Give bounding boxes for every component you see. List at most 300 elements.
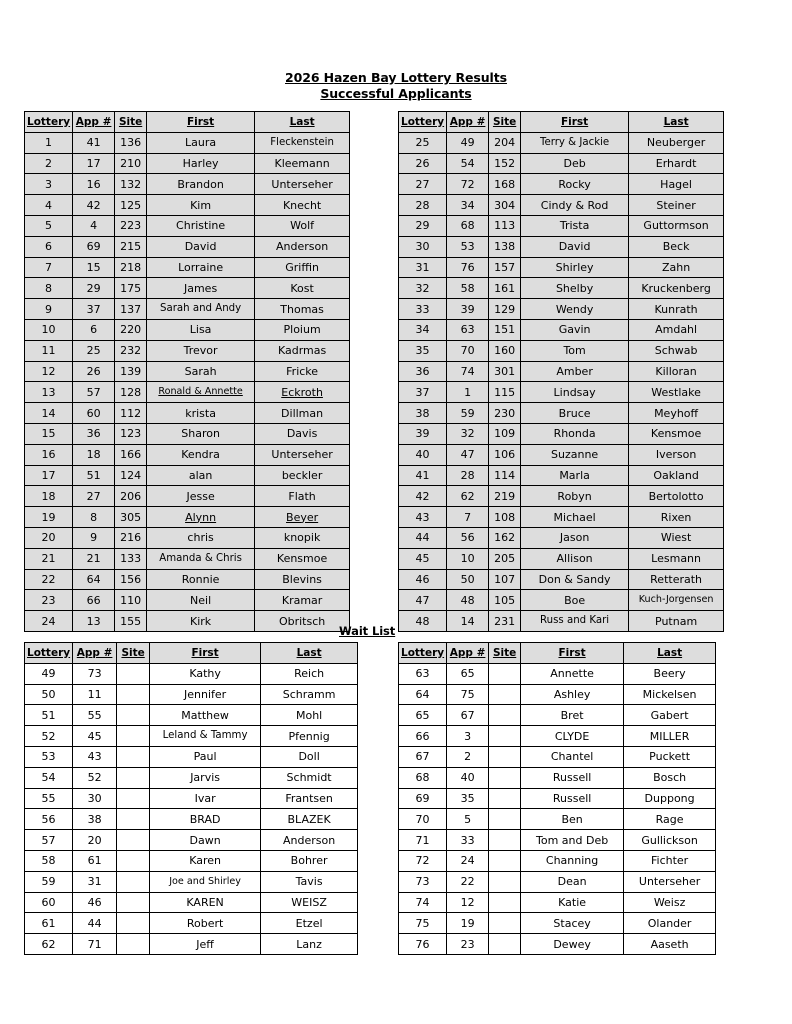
cell-site: 109 (489, 423, 521, 444)
cell-site: 108 (489, 507, 521, 528)
cell-app: 74 (447, 361, 489, 382)
cell-site: 206 (115, 486, 147, 507)
cell-app: 67 (447, 705, 489, 726)
column-header-app: App # (73, 643, 117, 664)
table-row (25, 705, 358, 726)
cell-last: Duppong (624, 788, 716, 809)
cell-first: Ronald & Annette (147, 382, 255, 403)
table-row (399, 746, 716, 767)
column-header-first: First (150, 643, 261, 664)
cell-last: Anderson (255, 236, 350, 257)
cell-site: 230 (489, 403, 521, 424)
cell-app: 13 (73, 611, 115, 632)
cell-site: 218 (115, 257, 147, 278)
table-row (399, 361, 724, 382)
cell-app: 24 (447, 850, 489, 871)
table-row (25, 527, 350, 548)
column-header-first: First (147, 112, 255, 133)
cell-first: alan (147, 465, 255, 486)
cell-first: Boe (521, 590, 629, 611)
cell-site: 160 (489, 340, 521, 361)
column-header-first: First (521, 643, 624, 664)
cell-first: Kirk (147, 611, 255, 632)
cell-last: Schmidt (261, 767, 358, 788)
column-header-site: Site (115, 112, 147, 133)
cell-first: Annette (521, 663, 624, 684)
cell-app: 70 (447, 340, 489, 361)
cell-site: 216 (115, 527, 147, 548)
cell-site (489, 934, 521, 955)
cell-lottery: 53 (25, 746, 73, 767)
cell-last: Kleemann (255, 153, 350, 174)
table-row (399, 257, 724, 278)
cell-lottery: 45 (399, 548, 447, 569)
cell-lottery: 1 (25, 132, 73, 153)
table-row (25, 278, 350, 299)
table-row (399, 934, 716, 955)
cell-app: 29 (73, 278, 115, 299)
cell-site: 138 (489, 236, 521, 257)
cell-app: 50 (447, 569, 489, 590)
cell-last: Unterseher (255, 444, 350, 465)
cell-site (489, 684, 521, 705)
cell-first: Dewey (521, 934, 624, 955)
cell-site: 219 (489, 486, 521, 507)
cell-lottery: 10 (25, 319, 73, 340)
cell-app: 15 (73, 257, 115, 278)
cell-lottery: 72 (399, 850, 447, 871)
cell-first: krista (147, 403, 255, 424)
cell-app: 71 (73, 934, 117, 955)
table-row (399, 319, 724, 340)
waitlist-table-right (398, 642, 716, 955)
cell-app: 16 (73, 174, 115, 195)
waitlist-section-title: Wait List (339, 624, 396, 638)
cell-site (117, 788, 150, 809)
cell-lottery: 65 (399, 705, 447, 726)
table-row (25, 809, 358, 830)
cell-lottery: 7 (25, 257, 73, 278)
cell-first: Russell (521, 767, 624, 788)
cell-site: 110 (115, 590, 147, 611)
cell-lottery: 47 (399, 590, 447, 611)
cell-last: Blevins (255, 569, 350, 590)
column-header-app: App # (73, 112, 115, 133)
cell-last: Weisz (624, 892, 716, 913)
cell-first: Wendy (521, 299, 629, 320)
table-row (25, 684, 358, 705)
column-header-app: App # (447, 112, 489, 133)
cell-site: 166 (115, 444, 147, 465)
column-header-last: Last (261, 643, 358, 664)
cell-last: BLAZEK (261, 809, 358, 830)
table-row (25, 788, 358, 809)
cell-lottery: 6 (25, 236, 73, 257)
cell-last: Frantsen (261, 788, 358, 809)
cell-site (117, 892, 150, 913)
cell-site (117, 913, 150, 934)
cell-lottery: 54 (25, 767, 73, 788)
cell-last: Bertolotto (629, 486, 724, 507)
cell-last: Oakland (629, 465, 724, 486)
cell-last: Iverson (629, 444, 724, 465)
cell-first: Karen (150, 850, 261, 871)
column-header-last: Last (624, 643, 716, 664)
cell-first: Rocky (521, 174, 629, 195)
cell-app: 19 (447, 913, 489, 934)
cell-first: David (521, 236, 629, 257)
cell-last: Etzel (261, 913, 358, 934)
cell-site (117, 934, 150, 955)
cell-site: 175 (115, 278, 147, 299)
cell-lottery: 31 (399, 257, 447, 278)
table-row (25, 174, 350, 195)
cell-site: 305 (115, 507, 147, 528)
cell-lottery: 61 (25, 913, 73, 934)
table-row (399, 527, 724, 548)
cell-first: Amber (521, 361, 629, 382)
cell-lottery: 60 (25, 892, 73, 913)
cell-first: Ronnie (147, 569, 255, 590)
cell-site: 137 (115, 299, 147, 320)
cell-site: 204 (489, 132, 521, 153)
table-row (25, 830, 358, 851)
cell-first: Shirley (521, 257, 629, 278)
cell-lottery: 33 (399, 299, 447, 320)
table-row (399, 299, 724, 320)
cell-first: Jason (521, 527, 629, 548)
cell-site: 124 (115, 465, 147, 486)
cell-first: David (147, 236, 255, 257)
cell-first: Bret (521, 705, 624, 726)
cell-last: WEISZ (261, 892, 358, 913)
cell-first: Chantel (521, 746, 624, 767)
table-header-row (25, 112, 350, 133)
cell-last: Reich (261, 663, 358, 684)
cell-app: 69 (73, 236, 115, 257)
cell-lottery: 30 (399, 236, 447, 257)
cell-app: 43 (73, 746, 117, 767)
cell-last: Guttormson (629, 215, 724, 236)
cell-first: Neil (147, 590, 255, 611)
column-header-site: Site (117, 643, 150, 664)
cell-site (489, 850, 521, 871)
cell-app: 30 (73, 788, 117, 809)
cell-first: Allison (521, 548, 629, 569)
cell-site: 139 (115, 361, 147, 382)
cell-lottery: 21 (25, 548, 73, 569)
cell-last: Mickelsen (624, 684, 716, 705)
cell-last: Knecht (255, 195, 350, 216)
cell-site (489, 830, 521, 851)
table-row (25, 767, 358, 788)
cell-lottery: 46 (399, 569, 447, 590)
cell-last: Aaseth (624, 934, 716, 955)
cell-first: Paul (150, 746, 261, 767)
cell-first: Alynn (147, 507, 255, 528)
column-header-last: Last (629, 112, 724, 133)
table-row (399, 830, 716, 851)
cell-last: Neuberger (629, 132, 724, 153)
cell-site: 129 (489, 299, 521, 320)
table-row (25, 340, 350, 361)
cell-last: Lesmann (629, 548, 724, 569)
table-header-row (399, 112, 724, 133)
cell-app: 20 (73, 830, 117, 851)
table-row (399, 892, 716, 913)
table-row (25, 892, 358, 913)
cell-lottery: 34 (399, 319, 447, 340)
cell-last: Kunrath (629, 299, 724, 320)
table-row (399, 403, 724, 424)
cell-last: Putnam (629, 611, 724, 632)
cell-lottery: 3 (25, 174, 73, 195)
cell-lottery: 35 (399, 340, 447, 361)
cell-app: 27 (73, 486, 115, 507)
table-row (25, 850, 358, 871)
table-header-row (25, 643, 358, 664)
cell-app: 32 (447, 423, 489, 444)
cell-last: Fleckenstein (255, 132, 350, 153)
cell-last: Flath (255, 486, 350, 507)
cell-first: Tom (521, 340, 629, 361)
cell-site: 105 (489, 590, 521, 611)
cell-last: Fichter (624, 850, 716, 871)
cell-app: 44 (73, 913, 117, 934)
cell-lottery: 67 (399, 746, 447, 767)
cell-last: Kost (255, 278, 350, 299)
cell-last: knopik (255, 527, 350, 548)
cell-site (489, 892, 521, 913)
cell-first: BRAD (150, 809, 261, 830)
cell-first: Dean (521, 871, 624, 892)
cell-app: 40 (447, 767, 489, 788)
column-header-first: First (521, 112, 629, 133)
cell-last: Rage (624, 809, 716, 830)
column-header-lottery: Lottery (399, 112, 447, 133)
cell-first: Joe and Shirley (150, 871, 261, 892)
table-row (399, 486, 724, 507)
cell-app: 12 (447, 892, 489, 913)
cell-first: Don & Sandy (521, 569, 629, 590)
cell-app: 48 (447, 590, 489, 611)
cell-first: Trista (521, 215, 629, 236)
cell-first: Marla (521, 465, 629, 486)
cell-app: 34 (447, 195, 489, 216)
cell-first: Tom and Deb (521, 830, 624, 851)
table-row (25, 871, 358, 892)
cell-lottery: 41 (399, 465, 447, 486)
cell-app: 36 (73, 423, 115, 444)
cell-last: Meyhoff (629, 403, 724, 424)
cell-last: Olander (624, 913, 716, 934)
table-row (399, 215, 724, 236)
cell-lottery: 63 (399, 663, 447, 684)
cell-last: Bohrer (261, 850, 358, 871)
cell-app: 42 (73, 195, 115, 216)
cell-lottery: 24 (25, 611, 73, 632)
cell-last: Davis (255, 423, 350, 444)
cell-site: 107 (489, 569, 521, 590)
cell-last: Kensmoe (255, 548, 350, 569)
table-row (399, 340, 724, 361)
cell-site: 220 (115, 319, 147, 340)
cell-app: 63 (447, 319, 489, 340)
cell-lottery: 76 (399, 934, 447, 955)
cell-lottery: 13 (25, 382, 73, 403)
cell-lottery: 32 (399, 278, 447, 299)
cell-site (489, 705, 521, 726)
cell-last: MILLER (624, 726, 716, 747)
cell-lottery: 23 (25, 590, 73, 611)
table-row (25, 611, 350, 632)
cell-last: Killoran (629, 361, 724, 382)
cell-site (117, 684, 150, 705)
table-row (25, 663, 358, 684)
cell-last: Tavis (261, 871, 358, 892)
cell-last: Retterath (629, 569, 724, 590)
table-row (399, 590, 724, 611)
cell-first: Robert (150, 913, 261, 934)
table-row (25, 444, 350, 465)
cell-lottery: 49 (25, 663, 73, 684)
cell-app: 73 (73, 663, 117, 684)
waitlist-table-left (24, 642, 358, 955)
table-row (25, 236, 350, 257)
table-row (399, 663, 716, 684)
cell-first: Katie (521, 892, 624, 913)
cell-last: Beery (624, 663, 716, 684)
cell-site: 210 (115, 153, 147, 174)
table-row (25, 382, 350, 403)
cell-first: Deb (521, 153, 629, 174)
cell-app: 58 (447, 278, 489, 299)
cell-site (489, 663, 521, 684)
table-row (399, 767, 716, 788)
table-row (399, 684, 716, 705)
cell-app: 61 (73, 850, 117, 871)
table-row (25, 319, 350, 340)
cell-site: 161 (489, 278, 521, 299)
cell-first: Jesse (147, 486, 255, 507)
cell-app: 35 (447, 788, 489, 809)
cell-lottery: 56 (25, 809, 73, 830)
cell-lottery: 52 (25, 726, 73, 747)
cell-app: 10 (447, 548, 489, 569)
column-header-lottery: Lottery (25, 643, 73, 664)
column-header-lottery: Lottery (399, 643, 447, 664)
table-row (25, 403, 350, 424)
cell-app: 52 (73, 767, 117, 788)
cell-lottery: 64 (399, 684, 447, 705)
cell-first: Ivar (150, 788, 261, 809)
page-title: 2026 Hazen Bay Lottery Results (285, 70, 507, 85)
cell-last: Ploium (255, 319, 350, 340)
cell-site: 123 (115, 423, 147, 444)
cell-app: 53 (447, 236, 489, 257)
cell-lottery: 43 (399, 507, 447, 528)
cell-lottery: 37 (399, 382, 447, 403)
cell-last: Westlake (629, 382, 724, 403)
cell-app: 3 (447, 726, 489, 747)
cell-first: Channing (521, 850, 624, 871)
cell-first: Gavin (521, 319, 629, 340)
cell-lottery: 26 (399, 153, 447, 174)
table-row (399, 195, 724, 216)
document-title-block (0, 70, 792, 102)
cell-app: 62 (447, 486, 489, 507)
cell-last: Wiest (629, 527, 724, 548)
cell-first: Dawn (150, 830, 261, 851)
cell-lottery: 22 (25, 569, 73, 590)
cell-last: Amdahl (629, 319, 724, 340)
cell-lottery: 36 (399, 361, 447, 382)
table-row (25, 215, 350, 236)
cell-lottery: 75 (399, 913, 447, 934)
cell-site: 115 (489, 382, 521, 403)
table-row (25, 486, 350, 507)
cell-last: Schwab (629, 340, 724, 361)
cell-last: Wolf (255, 215, 350, 236)
cell-site: 304 (489, 195, 521, 216)
cell-lottery: 51 (25, 705, 73, 726)
cell-last: Rixen (629, 507, 724, 528)
table-row (399, 913, 716, 934)
cell-last: Unterseher (624, 871, 716, 892)
cell-app: 75 (447, 684, 489, 705)
cell-first: Terry & Jackie (521, 132, 629, 153)
cell-app: 22 (447, 871, 489, 892)
cell-app: 49 (447, 132, 489, 153)
cell-site (117, 705, 150, 726)
table-row (399, 788, 716, 809)
cell-last: Fricke (255, 361, 350, 382)
cell-app: 14 (447, 611, 489, 632)
cell-site (117, 830, 150, 851)
cell-app: 9 (73, 527, 115, 548)
cell-site: 114 (489, 465, 521, 486)
cell-last: Pfennig (261, 726, 358, 747)
cell-site: 152 (489, 153, 521, 174)
cell-lottery: 40 (399, 444, 447, 465)
cell-last: Mohl (261, 705, 358, 726)
cell-first: Lindsay (521, 382, 629, 403)
cell-site (117, 850, 150, 871)
cell-app: 54 (447, 153, 489, 174)
cell-first: Suzanne (521, 444, 629, 465)
cell-lottery: 69 (399, 788, 447, 809)
cell-site (117, 663, 150, 684)
cell-app: 59 (447, 403, 489, 424)
cell-lottery: 74 (399, 892, 447, 913)
cell-first: Sharon (147, 423, 255, 444)
table-row (399, 465, 724, 486)
cell-site: 125 (115, 195, 147, 216)
cell-first: James (147, 278, 255, 299)
cell-app: 8 (73, 507, 115, 528)
cell-app: 18 (73, 444, 115, 465)
cell-first: Sarah (147, 361, 255, 382)
cell-lottery: 62 (25, 934, 73, 955)
cell-app: 1 (447, 382, 489, 403)
cell-last: Kuch-Jorgensen (629, 590, 724, 611)
page-subtitle: Successful Applicants (320, 86, 472, 101)
cell-last: Eckroth (255, 382, 350, 403)
cell-last: Obritsch (255, 611, 350, 632)
cell-app: 4 (73, 215, 115, 236)
cell-lottery: 4 (25, 195, 73, 216)
cell-lottery: 25 (399, 132, 447, 153)
